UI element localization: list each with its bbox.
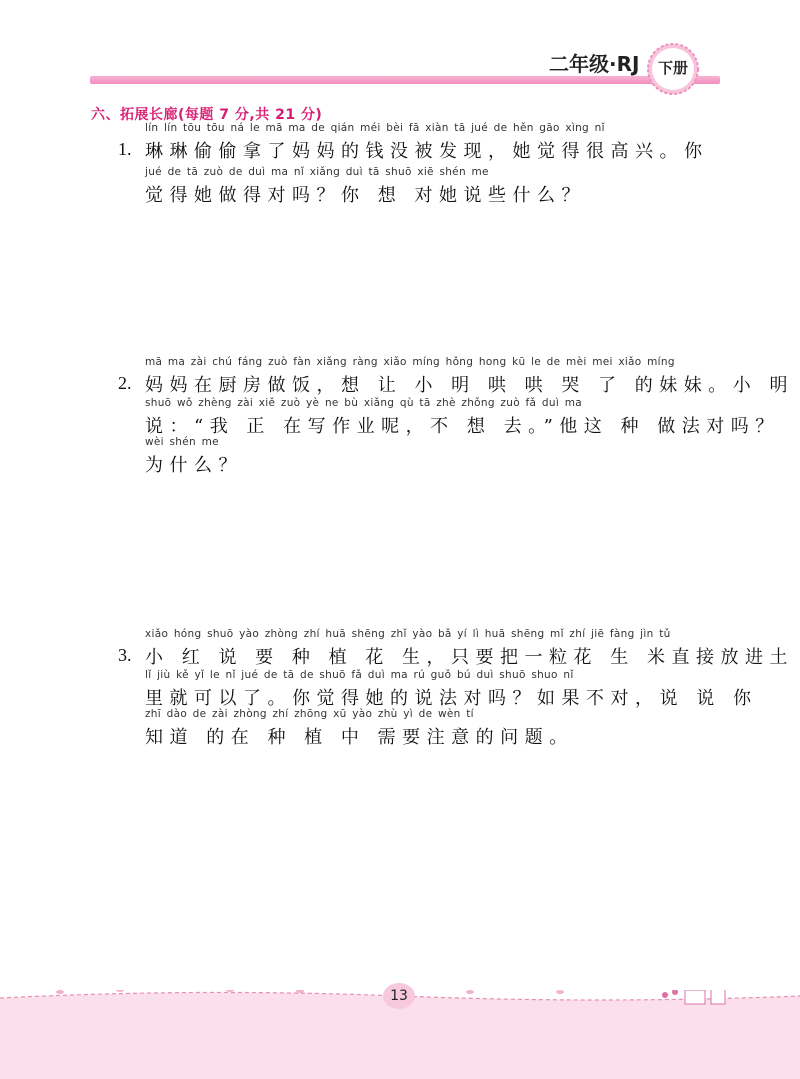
header-band [90,76,720,84]
section-title: 六、拓展长廊(每题 7 分,共 21 分) [91,107,323,123]
hanzi-line: 为什么？ [145,455,243,476]
page-number: 13 [383,983,415,1009]
hanzi-line: 说：“我 正 在写作业呢，不 想 去。”他这 种 做法对吗？ [145,416,780,437]
pinyin-line: wèi shén me [145,436,219,448]
hanzi-line: 知道 的在 种 植 中 需要注意的问题。 [145,727,574,748]
volume-badge [646,42,700,96]
house-icon [682,990,727,1004]
pinyin-line: mā ma zài chú fáng zuò fàn xiǎng ràng xiǎo míng hǒng hong kū le de mèi mei xiǎo míng [145,356,675,368]
hanzi-line: 小 红 说 要 种 植 花 生，只要把一粒花 生 米直接放进土 [145,647,794,668]
question-number: 1. [118,139,132,159]
grade-label: 二年级·RJ [549,52,640,76]
pinyin-line: jué de tā zuò de duì ma nǐ xiǎng duì tā shuō xiē shén me [145,166,489,178]
question-number: 2. [118,373,132,393]
pinyin-line: shuō wǒ zhèng zài xiě zuò yè ne bù xiǎng qù tā zhè zhǒng zuò fǎ duì ma [145,397,582,409]
flower-icon [662,990,678,998]
pinyin-line: xiǎo hóng shuō yào zhòng zhí huā shēng zhǐ yào bǎ yí lì huā shēng mǐ zhí jiē fàng jìn tǔ [145,628,671,640]
hanzi-line: 觉得她做得对吗？你 想 对她说些什么？ [145,185,586,206]
pinyin-line: zhī dào de zài zhòng zhí zhōng xū yào zhù yì de wèn tí [145,708,474,720]
hanzi-line: 妈妈在厨房做饭，想 让 小 明 哄 哄 哭 了 的妹妹。小 明 [145,375,794,396]
pinyin-line: lǐ jiù kě yǐ le nǐ jué de tā de shuō fǎ duì ma rú guǒ bú duì shuō shuo nǐ [145,669,574,681]
question-number: 3. [118,645,132,665]
pinyin-line: lín lín tōu tōu ná le mā ma de qián méi bèi fā xiàn tā jué de hěn gāo xìng nǐ [145,122,605,134]
volume-label: 下册 [657,59,688,77]
hanzi-line: 琳琳偷偷拿了妈妈的钱没被发现，她觉得很高兴。你 [145,141,709,162]
hanzi-line: 里就可以了。你觉得她的说法对吗？如果不对，说 说 你 [145,688,758,709]
